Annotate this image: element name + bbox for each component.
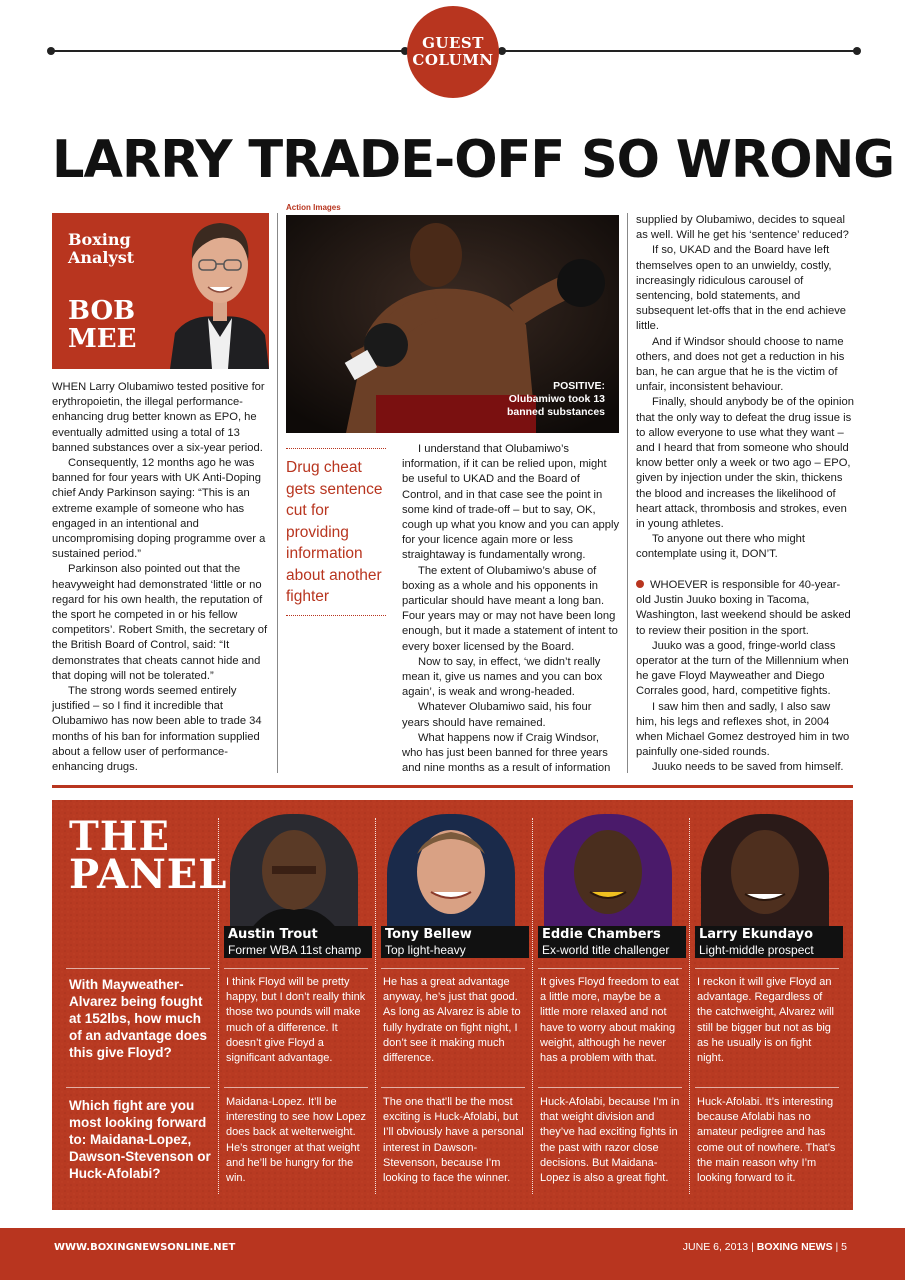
- panelist-label: [538, 926, 686, 958]
- panelist-portrait-trout: [230, 814, 358, 930]
- footer-date: JUNE 6, 2013: [682, 1241, 749, 1253]
- article-paragraph: If so, UKAD and the Board have left themselves open to an unwieldy, costly, increasingly ridiculous carousel of sentencing, bold statements, and subsequent let-offs that in the end achieve little.: [636, 244, 847, 333]
- column-divider: [277, 213, 278, 773]
- footer-magazine-name: BOXING NEWS: [756, 1241, 833, 1253]
- article-paragraph-text: WHOEVER is responsible for 40-year-old Justin Juuko boxing in Tacoma, Washington, last weekend should be asked to review their position in the sport.: [636, 579, 851, 637]
- caption-label: POSITIVE:: [553, 380, 605, 392]
- photo-caption: [507, 380, 605, 419]
- pull-quote: Drug cheat gets sentence cut for providing information about another fighter: [286, 448, 386, 616]
- guest-column-badge: [407, 6, 499, 98]
- panelist-name: Tony Bellew: [385, 927, 472, 942]
- byline-name-line-2: MEE: [68, 324, 137, 354]
- header-rule-right: [502, 50, 857, 52]
- panel-row-rule: [538, 968, 682, 969]
- photo-credit: Action Images: [286, 203, 341, 212]
- article-paragraph: Finally, should anybody be of the opinion that the only way to defeat the drug issue is to allow everyone to use what they want – and I heard that from someone who should know better only a week or two ago – EPO, given by injection under the skin, thickens the blood and increases the likelihood of heart attack, thrombosis and strokes, even in young athletes.: [636, 396, 854, 531]
- badge-line-2: COLUMN: [412, 51, 494, 69]
- panelist-name: Austin Trout: [228, 927, 318, 942]
- panel-row-rule: [695, 968, 839, 969]
- author-portrait: [170, 213, 269, 369]
- article-headline: LARRY TRADE-OFF SO WRONG: [52, 130, 895, 190]
- article-paragraph: supplied by Olubamiwo, decides to squeal as well. Will he get his ‘sentence’ reduced?: [636, 214, 849, 242]
- panelist-label: [224, 926, 372, 958]
- article-paragraph: WHEN Larry Olubamiwo tested positive for erythropoietin, the illegal performance-enhancing drug better known as EPO, he eventually admitted using a total of 13 banned substances over a six-year period.: [52, 381, 265, 454]
- article-paragraph: The extent of Olubamiwo’s abuse of boxing as a whole and his opponents in particular should have meant a long ban. Four years may or may not have been long enough, but it made a statement of intent to every boxer licensed by the Board.: [402, 564, 618, 653]
- rule-end-dot: [47, 47, 55, 55]
- panel-question-1: With Mayweather-Alvarez being fought at 152lbs, how much of an advantage does this give Floyd?: [69, 977, 208, 1060]
- panel-divider: [218, 818, 219, 1194]
- footer-website[interactable]: WWW.BOXINGNEWSONLINE.NET: [54, 1242, 236, 1253]
- footer-folio: [683, 1241, 847, 1253]
- byline-box: [52, 213, 269, 369]
- article-paragraph: Whatever Olubamiwo said, his four years should have remained.: [402, 701, 592, 729]
- byline-role-line-2: Analyst: [68, 248, 135, 267]
- article-paragraph: I saw him then and sadly, I also saw him, his legs and reflexes shot, in 2004 when Michael Gomez destroyed him in two painfully one-sided rounds.: [636, 700, 850, 759]
- panel-answer: The one that’ll be the most exciting is Huck-Afolabi, but I’ll obviously have a personal interest in Dawson-Stevenson, because I’m looking to face the winner.: [383, 1096, 524, 1185]
- article-column-3-second-item: [636, 578, 854, 776]
- panel-answer: I think Floyd will be pretty happy, but I don’t really think those two pounds will make much of a difference. It doesn’t give Floyd a significant advantage.: [226, 976, 366, 1065]
- panel-title-line-1: THE: [69, 813, 171, 860]
- article-paragraph: What happens now if Craig Windsor, who has just been banned for three years and nine months as a result of information: [402, 731, 611, 775]
- panel-row-rule: [66, 968, 210, 969]
- panel-answer: It gives Floyd freedom to eat a little more, maybe be a little more relaxed and not have to worry about making weight, although he never has a problem with that.: [540, 976, 679, 1065]
- section-divider: [52, 785, 853, 788]
- panelist-role: Light-middle prospect: [699, 943, 814, 957]
- article-paragraph: The strong words seemed entirely justified – so I find it incredible that Olubamiwo has now been able to trade 34 months of his ban for information supplied about a fellow user of performance-enhancing drugs.: [52, 685, 262, 774]
- panelist-label: [695, 926, 843, 958]
- panelist-role: Top light-heavy: [385, 943, 466, 957]
- panel-row-rule: [66, 1087, 210, 1088]
- article-paragraph: And if Windsor should choose to name others, and does not get a reduction in his ban, he can argue that he is the victim of unfair, inconsistent behaviour.: [636, 335, 845, 394]
- panel-question-2: Which fight are you most looking forward to: Maidana-Lopez, Dawson-Stevenson or Huck-Afolabi?: [69, 1098, 211, 1181]
- article-column-3: [636, 213, 854, 563]
- panel-answer: He has a great advantage anyway, he’s just that good. As long as Alvarez is able to fully hydrate on fight night, I don’t see it making much difference.: [383, 976, 521, 1065]
- caption-line-1: Olubamiwo took 13: [508, 393, 605, 405]
- panel-row-rule: [224, 1087, 368, 1088]
- panelist-name: Larry Ekundayo: [699, 927, 813, 942]
- panel-divider: [375, 818, 376, 1194]
- article-paragraph: Consequently, 12 months ago he was banned for four years with UK Anti-Doping chief Andy Parkinson saying: “This is an extreme example of someone who has engaged in an intentional and uncompromising doping programme over a sustained period.”: [52, 457, 266, 561]
- panel-row-rule: [381, 968, 525, 969]
- panel-answer: Maidana-Lopez. It’ll be interesting to see how Lopez does back at welterweight. He’s stronger at that weight and he’ll be hungry for the win.: [226, 1096, 367, 1185]
- byline-role-line-1: Boxing: [68, 230, 131, 249]
- panel-row-rule: [695, 1087, 839, 1088]
- panelist-role: Ex-world title challenger: [542, 943, 670, 957]
- rule-end-dot: [853, 47, 861, 55]
- caption-line-2: banned substances: [506, 406, 605, 418]
- article-paragraph: To anyone out there who might contemplate using it, DON’T.: [636, 533, 805, 561]
- byline-role: [68, 231, 134, 267]
- the-panel: [52, 800, 853, 1210]
- panel-row-rule: [538, 1087, 682, 1088]
- panel-divider: [532, 818, 533, 1194]
- article-paragraph: Juuko needs to be saved from himself.: [652, 761, 844, 774]
- header-rule-left: [50, 50, 405, 52]
- article-paragraph: Now to say, in effect, ‘we didn’t really mean it, give us names and you can box again’, is weak and wrong-headed.: [402, 655, 603, 699]
- panelist-name: Eddie Chambers: [542, 927, 661, 942]
- page-footer: [0, 1228, 905, 1280]
- bullet-dot-icon: [636, 580, 644, 588]
- article-column-1: [52, 380, 270, 775]
- boxer-photo: [286, 215, 619, 433]
- panel-row-rule: [224, 968, 368, 969]
- panel-answer: I reckon it will give Floyd an advantage. Regardless of the catchweight, Alvarez will still be bigger but not as big as he usually is on fight night.: [697, 976, 834, 1065]
- article-paragraph: [636, 578, 854, 639]
- article-paragraph: Parkinson also pointed out that the heavyweight had demonstrated ‘little or no regard for his own health, the reputation of the sport he competed in or his fellow competitors’. Robert Smith, the secretary of the British Board of Control, said: “It demonstrates that cheats cannot hide and that doping will not be tolerated.”: [52, 563, 268, 682]
- rule-end-dot: [498, 47, 506, 55]
- badge-line-1: GUEST: [422, 34, 484, 52]
- article-column-2: [402, 442, 620, 776]
- panel-answer: Huck-Afolabi, because I’m in that weight division and they’ve had exciting fights in the past with razor close decisions. But Maidana-Lopez is also a great fight.: [540, 1096, 680, 1185]
- article-paragraph: Juuko was a good, fringe-world class operator at the turn of the Millennium when he gave Floyd Mayweather and Diego Corrales good, hard, competitive fights.: [636, 639, 849, 698]
- footer-separator: |: [835, 1241, 839, 1253]
- column-divider: [627, 213, 628, 773]
- panel-row-rule: [381, 1087, 525, 1088]
- footer-separator: |: [751, 1241, 754, 1253]
- panel-title: [69, 813, 228, 898]
- panelist-portrait-ekundayo: [701, 814, 829, 930]
- panel-title-line-2: PANEL: [69, 851, 228, 898]
- byline-name: [68, 297, 136, 353]
- panelist-label: [381, 926, 529, 958]
- panel-answer: Huck-Afolabi. It’s interesting because Afolabi has no amateur pedigree and has come out of nowhere. That’s the main reason why I’m looking forward to it.: [697, 1096, 836, 1185]
- byline-name-line-1: BOB: [68, 296, 136, 326]
- panelist-portrait-chambers: [544, 814, 672, 930]
- panelist-role: Former WBA 11st champ: [228, 943, 362, 957]
- panel-divider: [689, 818, 690, 1194]
- article-paragraph: I understand that Olubamiwo’s information, if it can be relied upon, might be useful to UKAD and the Board of Control, and in that case see the point in some kind of trade-off – but to say, OK, cough up what you know and you can apply for your licence again more or less straightaway is fundamentally wrong.: [402, 443, 620, 562]
- panelist-portrait-bellew: [387, 814, 515, 930]
- page-number: 5: [841, 1241, 847, 1253]
